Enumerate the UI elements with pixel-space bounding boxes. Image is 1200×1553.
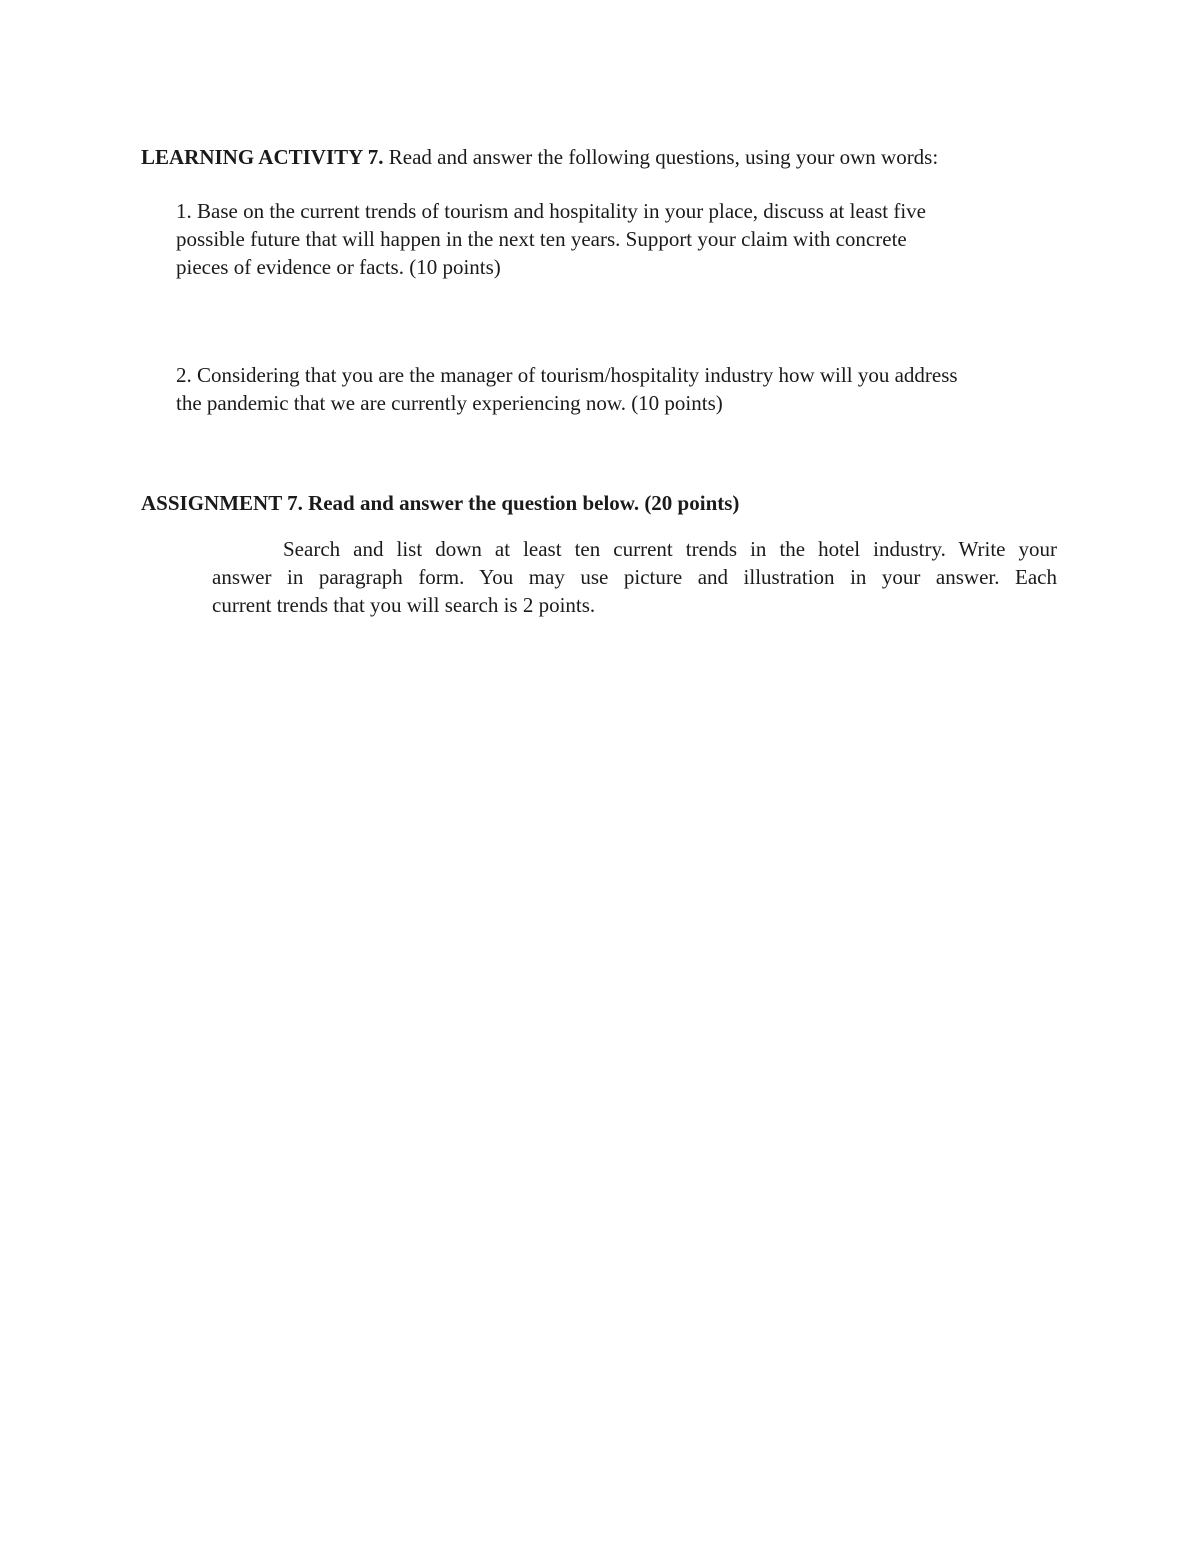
assignment-body-line: Search and list down at least ten current trends in the hotel industry. Write your — [283, 537, 1057, 561]
assignment-body-line: current trends that you will search is 2 points. — [212, 593, 596, 617]
learning-activity-instruction: Read and answer the following questions, using your own words: — [383, 145, 939, 169]
question-2-line: 2. Considering that you are the manager of tourism/hospitality industry how will you address — [176, 363, 958, 387]
assignment-heading: ASSIGNMENT 7. Read and answer the question below. (20 points) — [141, 491, 740, 515]
learning-activity-heading — [141, 143, 1081, 171]
question-1 — [176, 197, 1056, 281]
assignment-body-line: answer in paragraph form. You may use picture and illustration in your answer. Each — [212, 565, 1057, 589]
question-2 — [176, 361, 1066, 417]
question-2-line: the pandemic that we are currently experiencing now. (10 points) — [176, 391, 723, 415]
question-1-line: 1. Base on the current trends of tourism and hospitality in your place, discuss at least five — [176, 199, 926, 223]
assignment-body — [212, 535, 1057, 619]
learning-activity-label: LEARNING ACTIVITY 7. — [141, 145, 384, 169]
question-1-line: pieces of evidence or facts. (10 points) — [176, 255, 501, 279]
question-1-line: possible future that will happen in the next ten years. Support your claim with concrete — [176, 227, 907, 251]
